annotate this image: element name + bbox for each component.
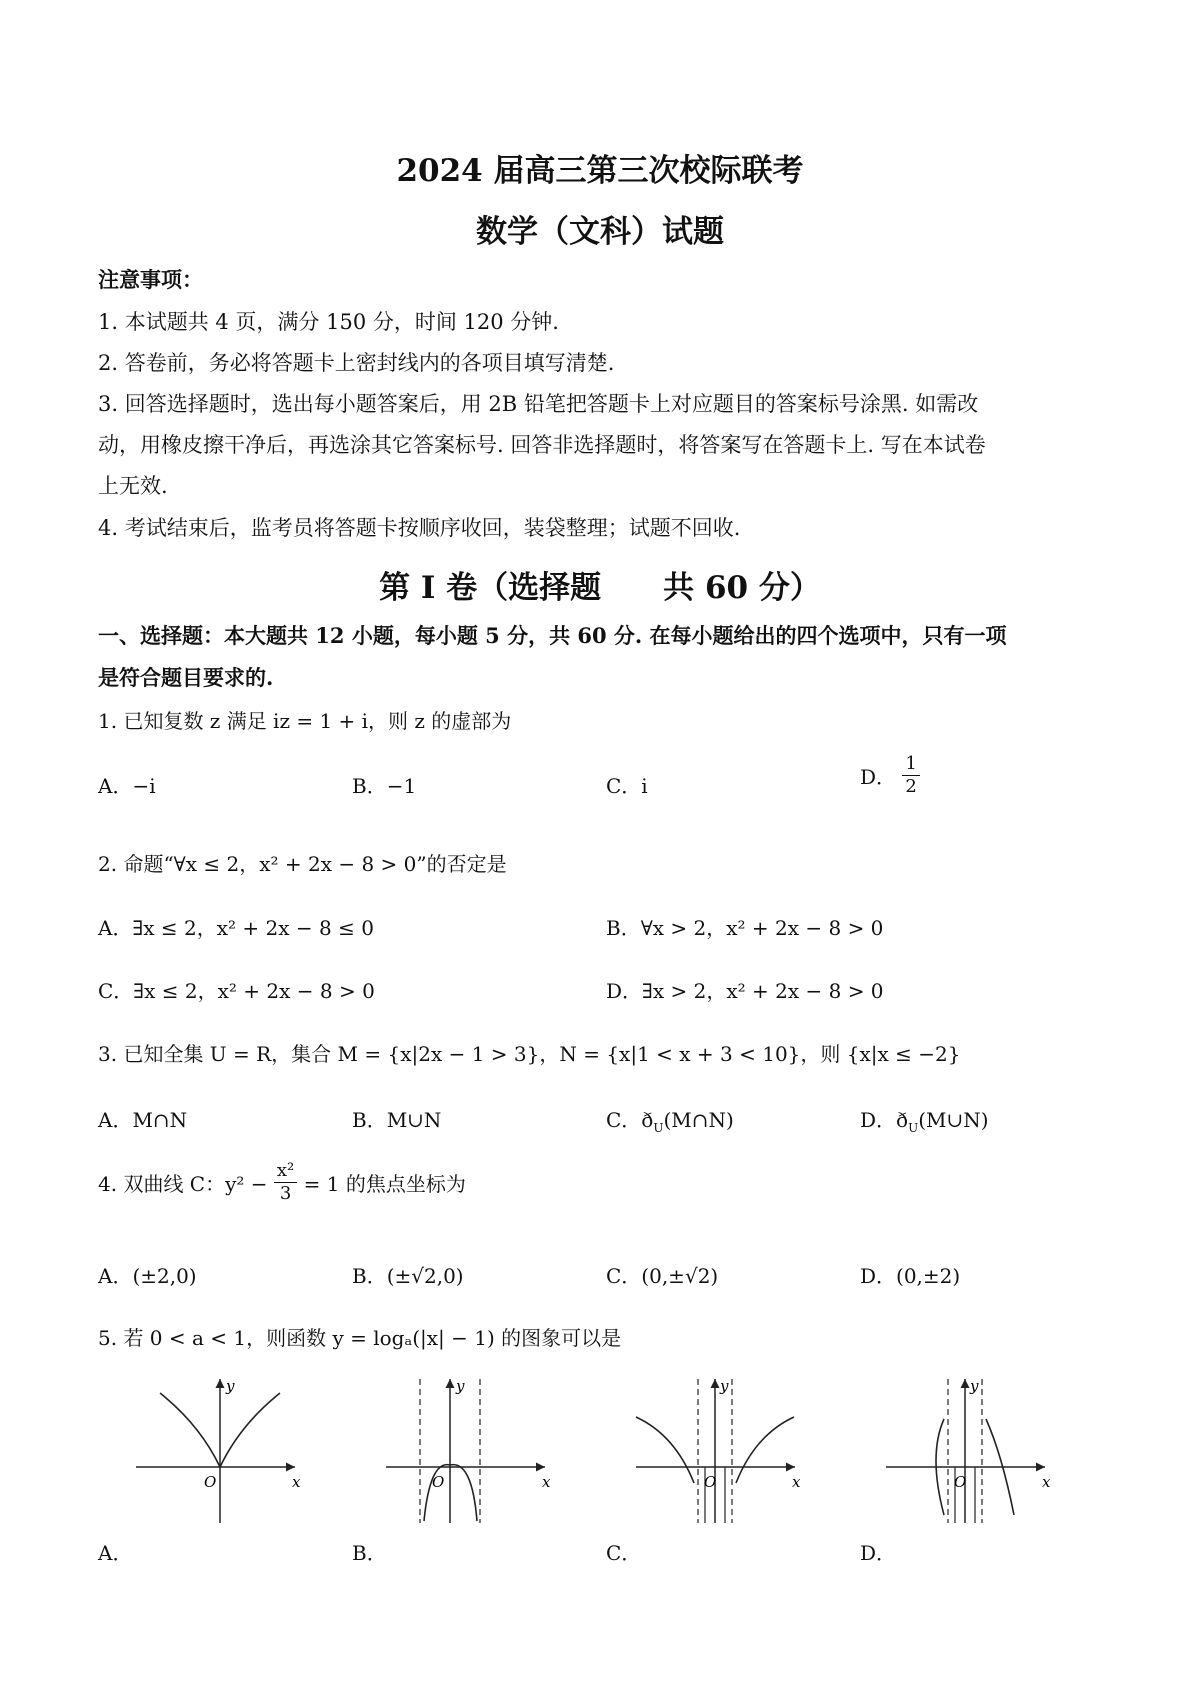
q3-option-c-label: C．ð [606, 1108, 654, 1132]
fraction-denominator: 2 [905, 776, 917, 797]
y-axis-label: y [226, 1377, 235, 1395]
q4-option-a: A．(±2,0) [98, 1264, 197, 1288]
q3-option-d [860, 1104, 989, 1135]
q3-option-a: A．M∩N [98, 1108, 188, 1132]
q1-option-b: B．−1 [352, 774, 417, 798]
q5-graph-d [880, 1375, 1060, 1525]
q1-option-d-fraction [902, 753, 919, 798]
q5-graph-a [130, 1375, 310, 1525]
q5-graph-b [380, 1375, 560, 1525]
y-axis-label: y [456, 1377, 465, 1395]
origin-label: O [204, 1473, 217, 1491]
q5-option-b: B． [352, 1541, 387, 1565]
origin-label: O [704, 1473, 717, 1491]
q4-option-d: D．(0,±2) [860, 1264, 961, 1288]
notice-item-3-end: 上无效. [98, 474, 168, 498]
q4-fraction [274, 1160, 297, 1205]
exam-subtitle: 数学（文科）试题 [476, 214, 724, 250]
section-title: 第 I 卷（选择题 共 60 分） [379, 570, 821, 606]
y-axis-label: y [720, 1377, 729, 1395]
origin-label: O [432, 1473, 445, 1491]
notice-item-3: 3. 回答选择题时，选出每小题答案后，用 2B 铅笔把答题卡上对应题目的答案标号涂黑. 如需改 [98, 392, 979, 416]
question-2-stem: 2. 命题“∀x ≤ 2，x² + 2x − 8 > 0”的否定是 [98, 852, 507, 876]
q1-option-d [860, 753, 920, 798]
q2-option-d: D．∃x > 2，x² + 2x − 8 > 0 [606, 979, 884, 1003]
question-3-stem: 3. 已知全集 U = R，集合 M = {x|2x − 1 > 3}，N = {x|1 < x + 3 < 10}，则 {x|x ≤ −2} [98, 1042, 961, 1066]
x-axis-label: x [1042, 1473, 1051, 1491]
complement-subscript: U [908, 1121, 919, 1135]
q4-stem-start: 4. 双曲线 C：y² − [98, 1172, 268, 1196]
q3-option-d-expr: (M∪N) [918, 1108, 989, 1132]
q1-option-a: A．−i [98, 774, 156, 798]
notice-item-2: 2. 答卷前，务必将答题卡上密封线内的各项目填写清楚. [98, 351, 615, 375]
question-4-stem [98, 1160, 466, 1205]
q3-option-b: B．M∪N [352, 1108, 442, 1132]
q1-option-c: C．i [606, 774, 648, 798]
fraction-denominator: 3 [279, 1183, 292, 1204]
question-1-stem: 1. 已知复数 z 满足 iz = 1 + i，则 z 的虚部为 [98, 709, 512, 733]
q3-option-d-label: D．ð [860, 1108, 909, 1132]
complement-subscript: U [653, 1121, 664, 1135]
notice-heading: 注意事项： [98, 267, 203, 292]
notice-item-4: 4. 考试结束后，监考员将答题卡按顺序收回，装袋整理；试题不回收. [98, 516, 741, 540]
q5-option-a: A． [98, 1541, 133, 1565]
q5-option-d: D． [860, 1541, 897, 1565]
question-5-stem: 5. 若 0 < a < 1，则函数 y = logₐ(|x| − 1) 的图象可以是 [98, 1326, 622, 1350]
q2-option-b: B．∀x > 2，x² + 2x − 8 > 0 [606, 916, 884, 940]
x-axis-label: x [792, 1473, 801, 1491]
y-axis-label: y [970, 1377, 979, 1395]
q4-option-c: C．(0,±√2) [606, 1264, 719, 1288]
q5-graph-c [630, 1375, 810, 1525]
section-instruction-cont: 是符合题目要求的. [98, 665, 274, 690]
q2-option-a: A．∃x ≤ 2，x² + 2x − 8 ≤ 0 [98, 916, 374, 940]
q4-stem-end: = 1 的焦点坐标为 [303, 1172, 466, 1196]
section-instruction: 一、选择题：本大题共 12 小题，每小题 5 分，共 60 分. 在每小题给出的四个选项中，只有一项 [98, 623, 1007, 648]
exam-title: 2024 届高三第三次校际联考 [396, 153, 804, 189]
notice-item-1: 1. 本试题共 4 页，满分 150 分，时间 120 分钟. [98, 310, 559, 334]
fraction-numerator: 1 [902, 753, 919, 776]
q4-option-b: B．(±√2,0) [352, 1264, 464, 1288]
q3-option-c [606, 1104, 734, 1135]
q2-option-c: C．∃x ≤ 2，x² + 2x − 8 > 0 [98, 979, 375, 1003]
q1-option-d-label: D． [860, 765, 897, 789]
q3-option-c-expr: (M∩N) [663, 1108, 734, 1132]
q5-option-c: C． [606, 1541, 642, 1565]
notice-item-3-cont: 动，用橡皮擦干净后，再选涂其它答案标号. 回答非选择题时，将答案写在答题卡上. 写在本试卷 [98, 433, 986, 457]
fraction-numerator: x² [274, 1160, 297, 1183]
origin-label: O [954, 1473, 967, 1491]
x-axis-label: x [542, 1473, 551, 1491]
x-axis-label: x [292, 1473, 301, 1491]
